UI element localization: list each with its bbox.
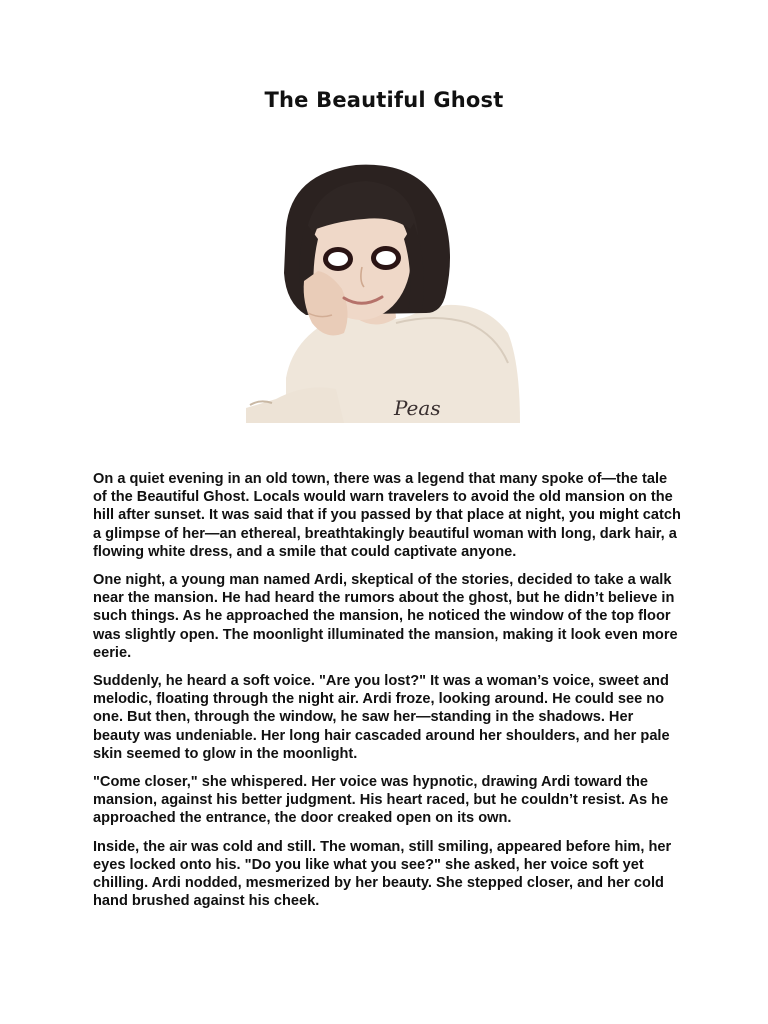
- paragraph: One night, a young man named Ardi, skeptical of the stories, decided to take a walk near the mansion. He had heard the rumors about the ghost, but he didn’t believe in such things. As he approached the mansion, he noticed the window of the top floor was slightly open. The moonlight illuminated the mansion, making it look even more eerie.: [93, 572, 678, 661]
- paragraph: Inside, the air was cold and still. The woman, still smiling, appeared before him, her eyes locked onto his. "Do you like what you see?" she asked, her voice soft yet chilling. Ardi nodded, mesmerized by her beauty. She stepped closer, and her cold hand brushed against his cheek.: [93, 838, 672, 910]
- paragraph: Suddenly, he heard a soft voice. "Are you lost?" It was a woman’s voice, sweet and melodic, floating through the night air. Ardi froze, looking around. He could see no one. But then, through the window, he saw her—standing in the shadows. Her beauty was undeniable. Her long hair cascaded around her shoulders, and her pale skin seemed to glow in the moonlight.: [93, 673, 670, 762]
- story-body: [93, 470, 683, 920]
- sweater-print: Peas: [394, 396, 441, 420]
- ghost-portrait-image: [246, 163, 520, 423]
- paragraph: On a quiet evening in an old town, there was a legend that many spoke of—the tale of the Beautiful Ghost. Locals would warn travelers to avoid the old mansion on the hill after sunset. It was said that if you passed by that place at night, you might catch a glimpse of her—an ethereal, breathtakingly beautiful woman with long, dark hair, a flowing white dress, and a smile that could captivate anyone.: [93, 471, 681, 560]
- paragraph: "Come closer," she whispered. Her voice was hypnotic, drawing Ardi toward the mansion, against his better judgment. His heart raced, but he couldn’t resist. As he approached the entrance, the door creaked open on its own.: [93, 774, 669, 827]
- page-title: The Beautiful Ghost: [264, 88, 504, 112]
